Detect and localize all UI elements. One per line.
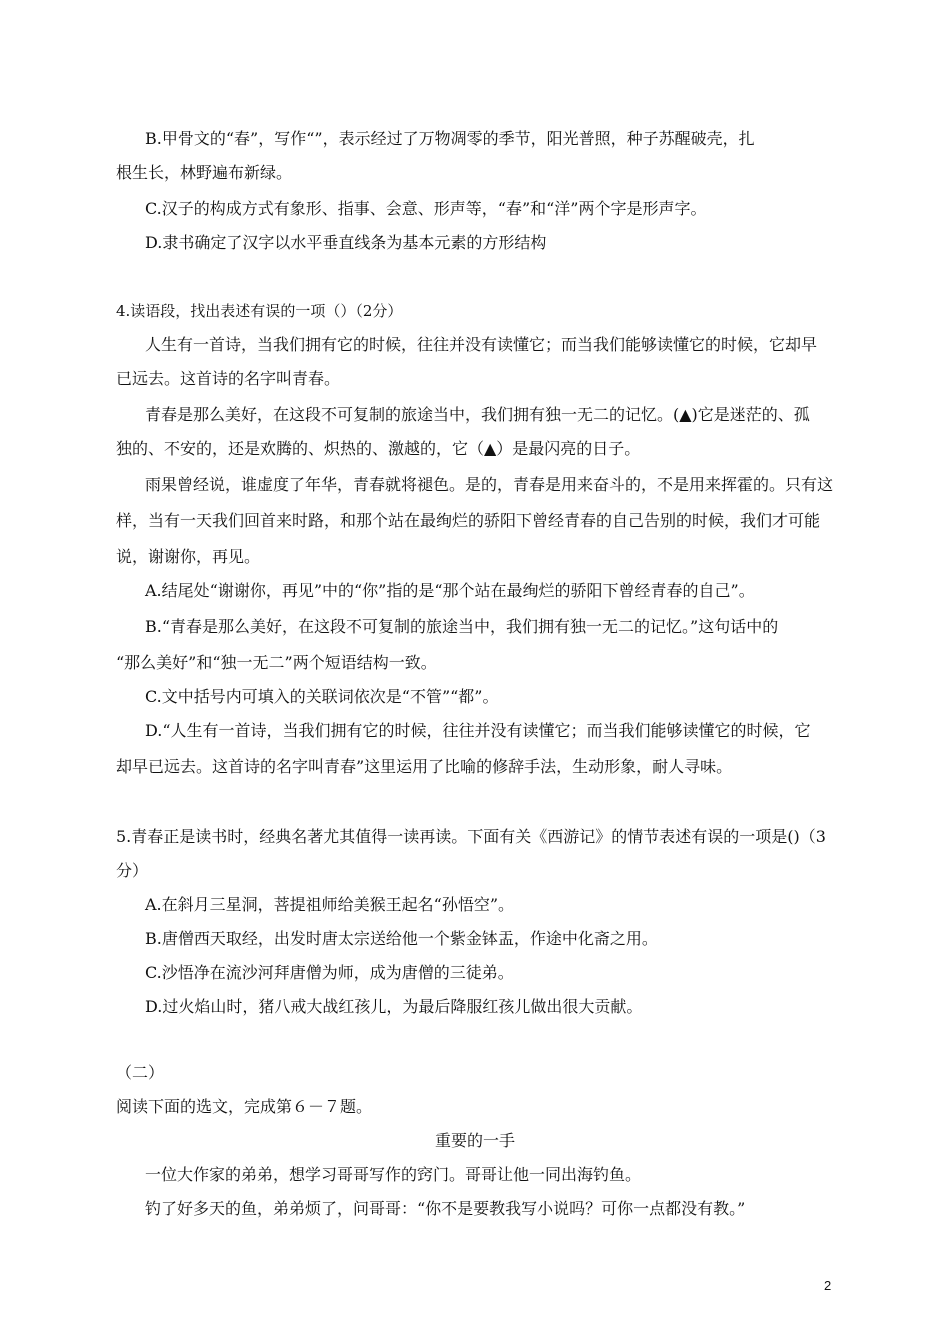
section-2-heading: （二） — [116, 1063, 165, 1082]
q4-option-a: A.结尾处“谢谢你，再见”中的“你”指的是“那个站在最绚烂的骄阳下曾经青春的自己”。 — [145, 581, 755, 600]
q3-option-b-line1: B.甲骨文的“春”，写作“”，表示经过了万物凋零的季节，阳光普照，种子苏醒破壳，扎 — [145, 129, 755, 148]
section-2-instruction: 阅读下面的选文，完成第６－７题。 — [116, 1097, 373, 1116]
q4-question: 4.读语段，找出表述有误的一项（）（2分） — [116, 302, 403, 320]
q4-passage-p2-line2: 独的、不安的，还是欢腾的、炽热的、激越的，它（▲）是最闪亮的日子。 — [116, 439, 641, 458]
q4-passage-p2-line1: 青春是那么美好，在这段不可复制的旅途当中，我们拥有独一无二的记忆。(▲)它是迷茫的、孤 — [145, 405, 810, 424]
q4-option-b-line1: B.“青春是那么美好，在这段不可复制的旅途当中，我们拥有独一无二的记忆。”这句话中的 — [145, 617, 779, 636]
reading-title: 重要的一手 — [435, 1131, 516, 1150]
q4-option-d-line1: D.“人生有一首诗，当我们拥有它的时候，往往并没有读懂它；而当我们能够读懂它的时候，它 — [145, 721, 811, 740]
q5-option-b: B.唐僧西天取经，出发时唐太宗送给他一个紫金钵盂，作途中化斋之用。 — [145, 929, 658, 948]
q4-option-c: C.文中括号内可填入的关联词依次是“不管”“都”。 — [145, 687, 499, 706]
q5-option-c: C.沙悟净在流沙河拜唐僧为师，成为唐僧的三徒弟。 — [145, 963, 514, 982]
q3-option-b-line2: 根生长，林野遍布新绿。 — [116, 163, 293, 182]
q5-question-line1: 5.青春正是读书时，经典名著尤其值得一读再读。下面有关《西游记》的情节表述有误的一项是()（3 — [116, 827, 826, 846]
q4-passage-p1-line2: 已远去。这首诗的名字叫青春。 — [116, 369, 341, 388]
page-number: 2 — [824, 1278, 832, 1293]
q5-option-a: A.在斜月三星洞，菩提祖师给美猴王起名“孙悟空”。 — [145, 895, 515, 914]
q4-option-b-line2: “那么美好”和“独一无二”两个短语结构一致。 — [116, 653, 437, 672]
q5-question-line2: 分） — [116, 861, 149, 880]
q4-option-d-line2: 却早已远去。这首诗的名字叫青春”这里运用了比喻的修辞手法，生动形象，耐人寻味。 — [116, 757, 733, 776]
q4-passage-p3-line1: 雨果曾经说，谁虚度了年华，青春就将褪色。是的，青春是用来奋斗的，不是用来挥霍的。只有这 — [145, 475, 834, 494]
q4-passage-p3-line2: 样，当有一天我们回首来时路，和那个站在最绚烂的骄阳下曾经青春的自己告别的时候，我们才可能 — [116, 511, 821, 530]
q4-passage-p1-line1: 人生有一首诗，当我们拥有它的时候，往往并没有读懂它；而当我们能够读懂它的时候，它却早 — [145, 335, 818, 354]
reading-p2: 钓了好多天的鱼，弟弟烦了，问哥哥：“你不是要教我写小说吗？可你一点都没有教。” — [145, 1199, 746, 1218]
reading-p1: 一位大作家的弟弟，想学习哥哥写作的窍门。哥哥让他一同出海钓鱼。 — [145, 1165, 642, 1184]
q5-option-d: D.过火焰山时，猪八戒大战红孩儿，为最后降服红孩儿做出很大贡献。 — [145, 997, 643, 1016]
q3-option-c: C.汉子的构成方式有象形、指事、会意、形声等，“春”和“洋”两个字是形声字。 — [145, 199, 707, 218]
q3-option-d: D.隶书确定了汉字以水平垂直线条为基本元素的方形结构 — [145, 233, 547, 252]
q4-passage-p3-line3: 说，谢谢你，再见。 — [116, 547, 261, 566]
